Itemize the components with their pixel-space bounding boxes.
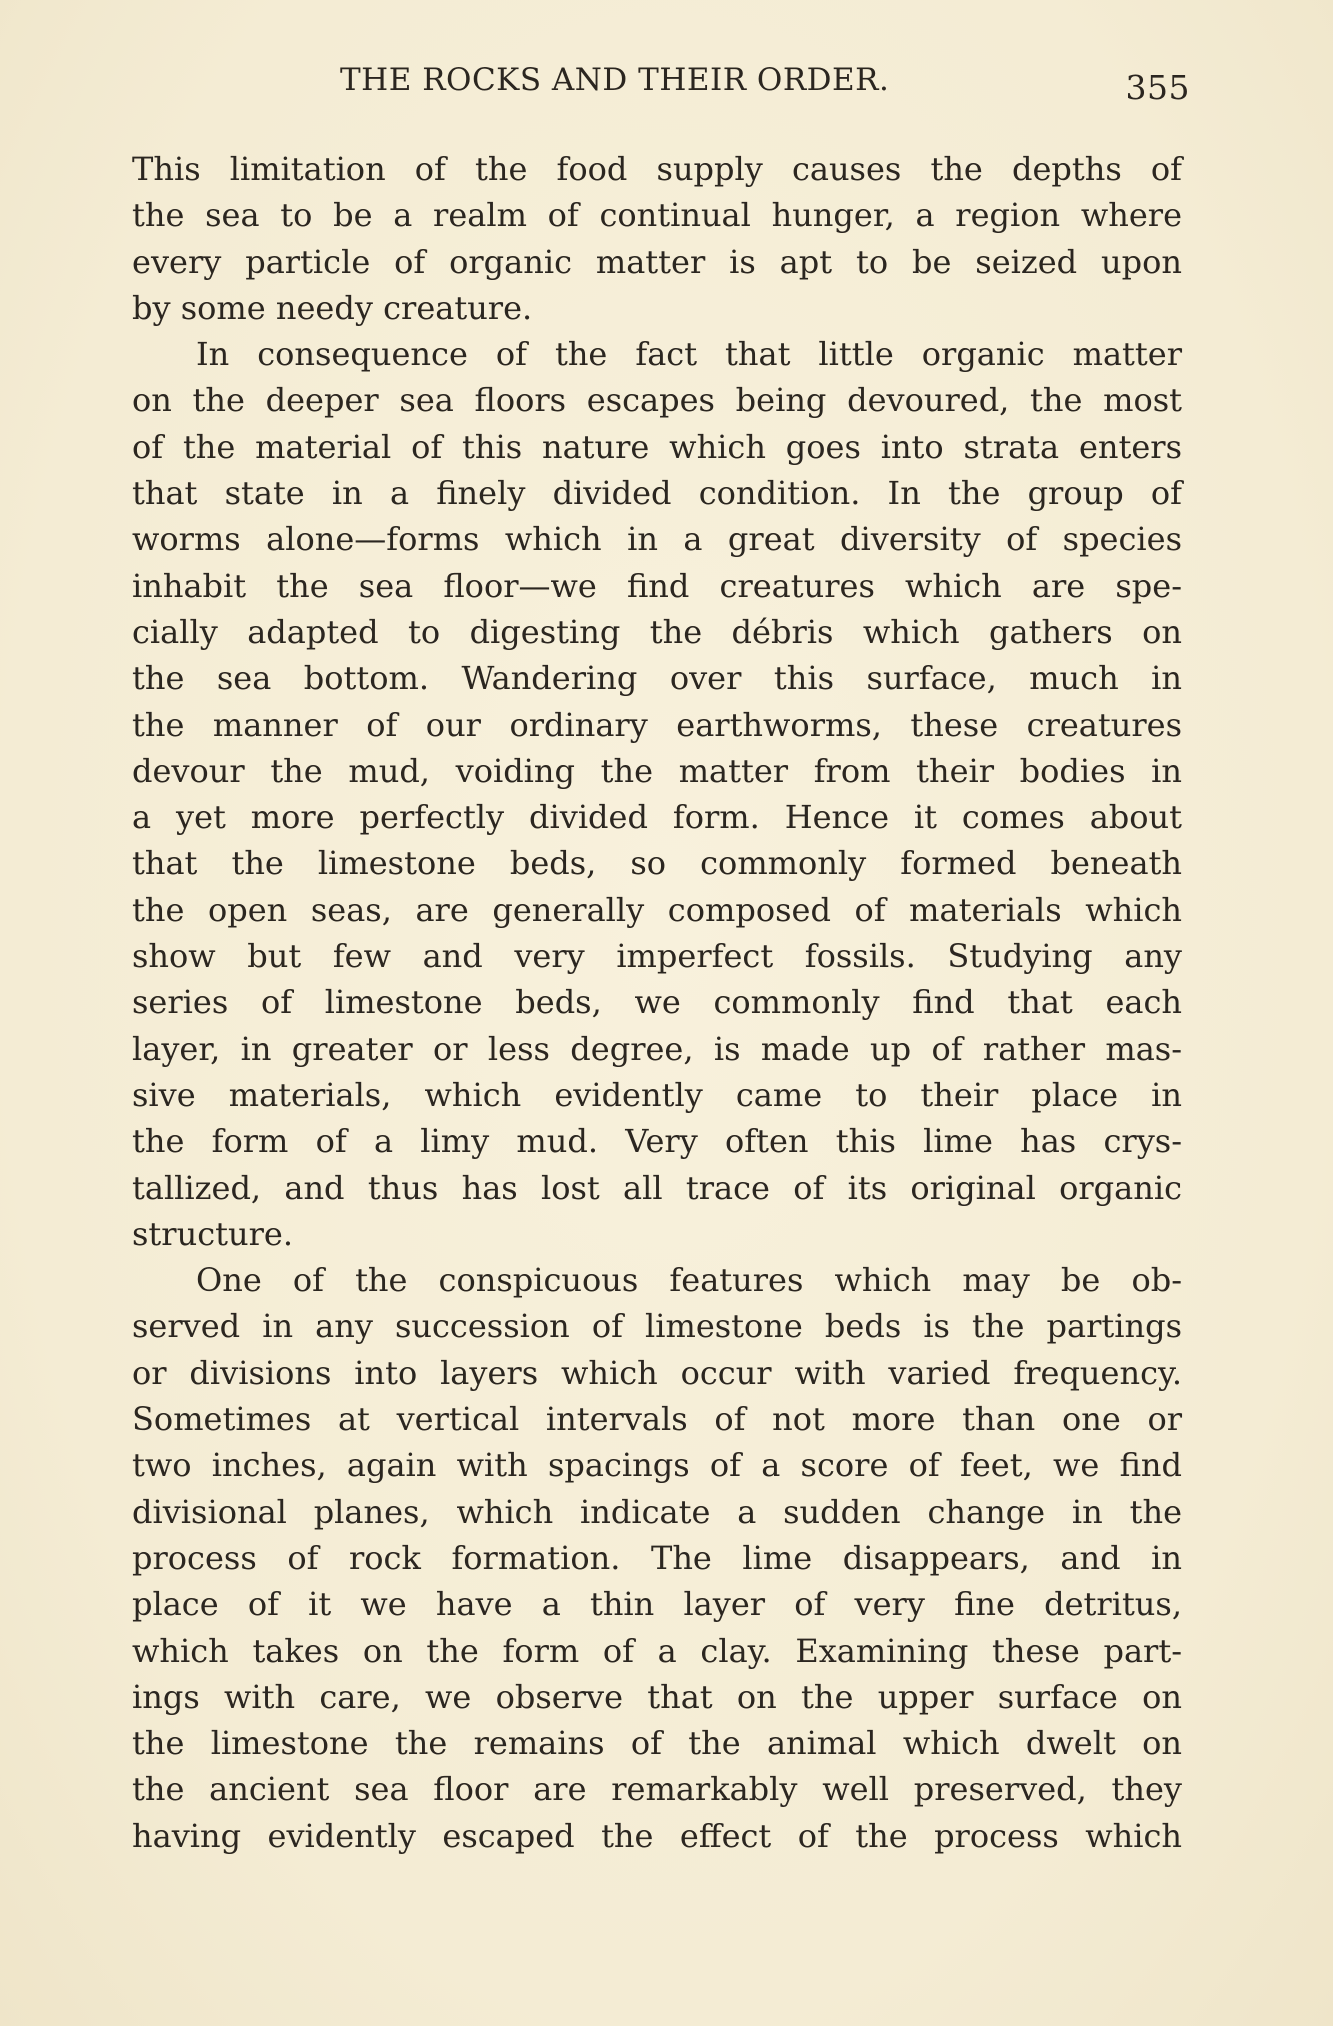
text-line: having evidently escaped the effect of the process which <box>132 1816 1182 1855</box>
text-line: by some needy creature. <box>132 288 533 327</box>
text-line: divisional planes, which indicate a sudden change in the <box>132 1492 1182 1531</box>
page-number: 355 <box>1125 68 1190 107</box>
text-line: show but few and very imperfect fossils. Studying any <box>132 937 1182 976</box>
text-line: every particle of organic matter is apt to be seized upon <box>132 242 1182 281</box>
text-line: the sea to be a realm of continual hunger, a region where <box>132 196 1182 235</box>
running-head <box>130 62 1190 112</box>
text-line: of the material of this nature which goes into strata enters <box>132 427 1182 466</box>
text-line: worms alone—forms which in a great diversity of species <box>132 520 1182 559</box>
text-line: cially adapted to digesting the débris which gathers on <box>132 612 1182 651</box>
text-line: sive materials, which evidently came to their place in <box>132 1075 1182 1114</box>
running-title: THE ROCKS AND THEIR ORDER. <box>340 62 890 98</box>
text-line: served in any succession of limestone beds is the partings <box>132 1307 1182 1346</box>
text-line: This limitation of the food supply causes the depths of <box>132 150 1182 188</box>
text-line: which takes on the form of a clay. Examining these part- <box>132 1631 1182 1670</box>
text-line: or divisions into layers which occur with varied frequency. <box>132 1353 1182 1392</box>
text-line: a yet more perfectly divided form. Hence it comes about <box>132 798 1182 837</box>
text-line: the form of a limy mud. Very often this lime has crys- <box>132 1122 1182 1161</box>
text-line: structure. <box>132 1214 293 1253</box>
text-line: two inches, again with spacings of a score of feet, we find <box>132 1446 1182 1485</box>
text-line: process of rock formation. The lime disappears, and in <box>132 1538 1182 1577</box>
text-line: One of the conspicuous features which may be ob- <box>196 1261 1182 1300</box>
text-line: ings with care, we observe that on the upper surface on <box>132 1677 1182 1716</box>
text-line: the manner of our ordinary earthworms, these creatures <box>132 705 1182 744</box>
text-line: the open seas, are generally composed of materials which <box>132 890 1182 929</box>
text-line: that the limestone beds, so commonly formed beneath <box>132 844 1182 883</box>
text-line: the ancient sea floor are remarkably well preserved, they <box>132 1770 1182 1809</box>
text-line: tallized, and thus has lost all trace of its original organic <box>132 1168 1182 1207</box>
text-line: layer, in greater or less degree, is made up of rather mas- <box>132 1029 1182 1068</box>
body-text <box>132 146 1182 1859</box>
text-line: devour the mud, voiding the matter from their bodies in <box>132 751 1182 790</box>
text-line: the sea bottom. Wandering over this surface, much in <box>132 659 1182 698</box>
text-line: inhabit the sea floor—we find creatures which are spe- <box>132 566 1182 605</box>
text-line: that state in a finely divided condition. In the group of <box>132 474 1182 513</box>
text-line: place of it we have a thin layer of very fine detritus, <box>132 1585 1182 1624</box>
text-line: series of limestone beds, we commonly find that each <box>132 983 1182 1022</box>
text-line: the limestone the remains of the animal which dwelt on <box>132 1724 1182 1763</box>
text-line: on the deeper sea floors escapes being devoured, the most <box>132 381 1182 420</box>
text-line: In consequence of the fact that little organic matter <box>196 335 1182 374</box>
text-line: Sometimes at vertical intervals of not more than one or <box>132 1400 1182 1439</box>
